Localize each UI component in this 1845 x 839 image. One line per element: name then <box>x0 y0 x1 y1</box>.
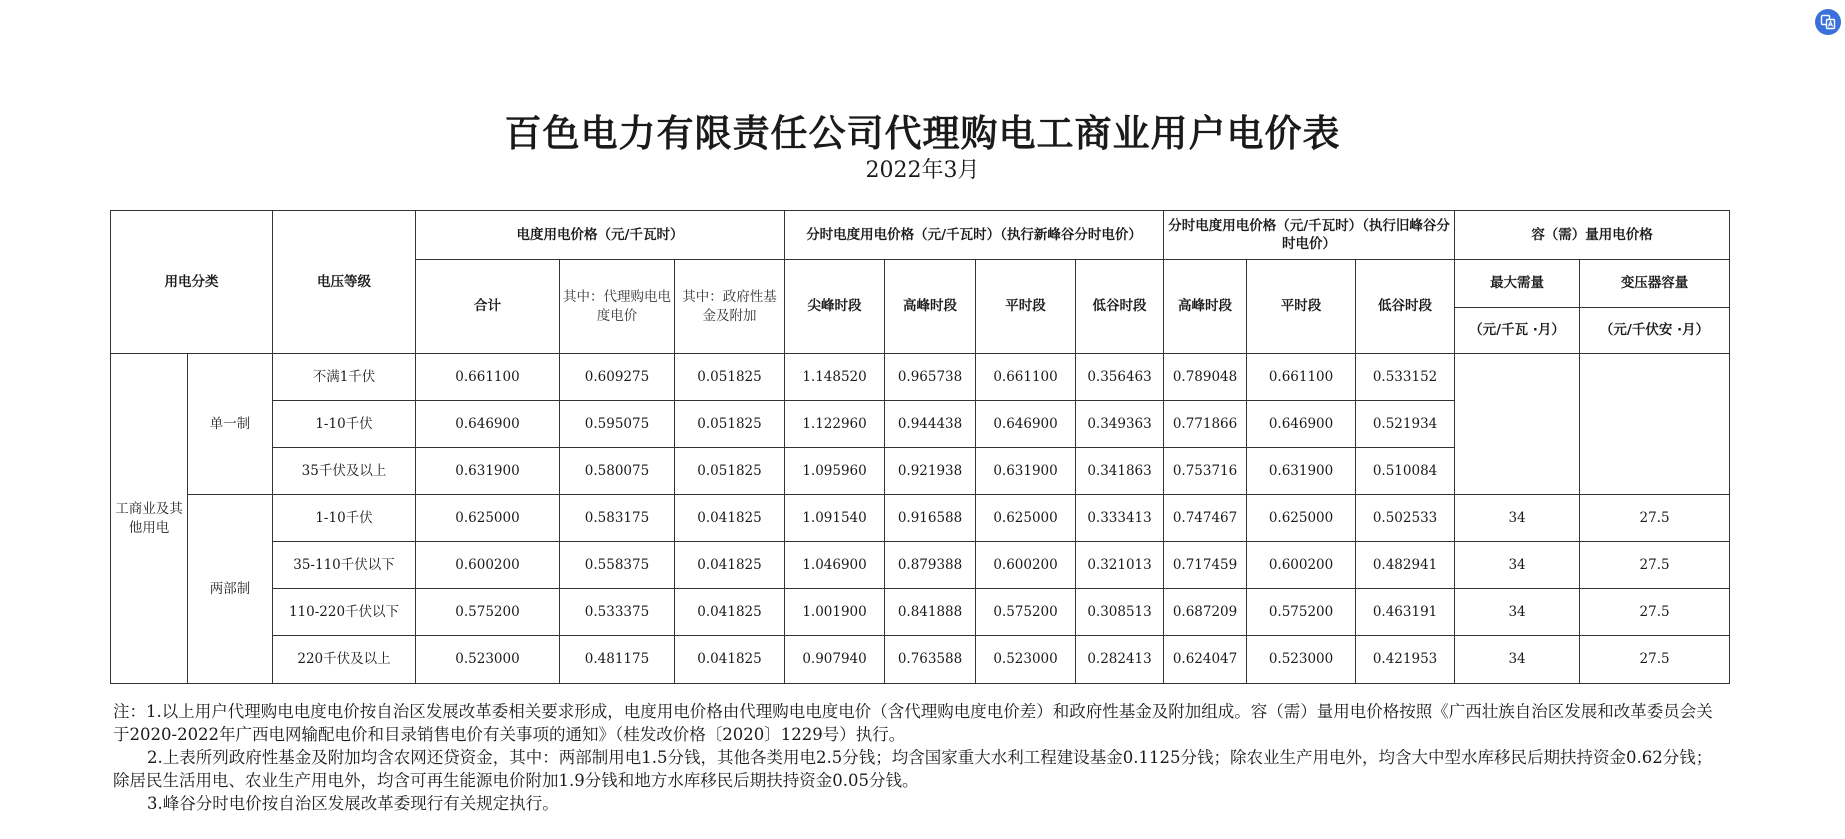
value-cell: 0.595075 <box>560 401 675 448</box>
translate-icon <box>1820 14 1836 30</box>
value-cell: 0.879388 <box>885 542 976 589</box>
col-valley: 低谷时段 <box>1076 260 1164 354</box>
value-cell: 0.717459 <box>1164 542 1247 589</box>
value-cell: 0.521934 <box>1356 401 1455 448</box>
value-cell: 0.041825 <box>675 589 785 636</box>
value-cell: 0.523000 <box>1247 636 1356 684</box>
col-peak: 高峰时段 <box>885 260 976 354</box>
value-cell: 0.482941 <box>1356 542 1455 589</box>
value-cell: 0.687209 <box>1164 589 1247 636</box>
value-cell: 0.463191 <box>1356 589 1455 636</box>
value-cell: 0.575200 <box>416 589 560 636</box>
empty-max-demand-cell <box>1455 354 1580 495</box>
value-cell: 0.661100 <box>416 354 560 401</box>
value-cell: 0.646900 <box>416 401 560 448</box>
value-cell: 0.356463 <box>1076 354 1164 401</box>
value-cell: 0.646900 <box>1247 401 1356 448</box>
footnote-1: 注：1.以上用户代理购电电度电价按自治区发展改革委相关要求形成，电度用电价格由代理购电电度电价（含代理购电度电价差）和政府性基金及附加组成。容（需）量用电价格按照《广西壮族自治区发展和改革委员会关于2020-2022年广西电网输配电价和目录销售电价有关事项的通知》（桂发改价格〔2020〕1229号）执行。 <box>113 702 1713 744</box>
empty-transformer-cell <box>1580 354 1730 495</box>
transformer-cell: 27.5 <box>1580 636 1730 684</box>
page-title: 百色电力有限责任公司代理购电工商业用户电价表 <box>504 112 1341 155</box>
page-subtitle: 2022年3月 <box>865 158 980 183</box>
value-cell: 0.841888 <box>885 589 976 636</box>
value-cell: 0.624047 <box>1164 636 1247 684</box>
col-peak-old: 高峰时段 <box>1164 260 1247 354</box>
value-cell: 0.510084 <box>1356 448 1455 495</box>
tariff-table <box>110 210 1730 684</box>
value-cell: 0.575200 <box>976 589 1076 636</box>
value-cell: 0.907940 <box>785 636 885 684</box>
value-cell: 0.583175 <box>560 495 675 542</box>
unit-max-demand: （元/千瓦 ·月） <box>1455 308 1580 354</box>
header-capacity-price: 容（需）量用电价格 <box>1455 211 1730 260</box>
value-cell: 0.600200 <box>976 542 1076 589</box>
value-cell: 0.625000 <box>1247 495 1356 542</box>
value-cell: 0.051825 <box>675 354 785 401</box>
value-cell: 0.333413 <box>1076 495 1164 542</box>
value-cell: 0.789048 <box>1164 354 1247 401</box>
value-cell: 0.631900 <box>976 448 1076 495</box>
voltage-cell: 不满1千伏 <box>273 354 416 401</box>
value-cell: 0.609275 <box>560 354 675 401</box>
value-cell: 0.533152 <box>1356 354 1455 401</box>
category-cell: 工商业及其他用电 <box>111 354 188 684</box>
voltage-cell: 110-220千伏以下 <box>273 589 416 636</box>
max-demand-cell: 34 <box>1455 495 1580 542</box>
col-valley-old: 低谷时段 <box>1356 260 1455 354</box>
value-cell: 0.763588 <box>885 636 976 684</box>
value-cell: 0.349363 <box>1076 401 1164 448</box>
value-cell: 0.051825 <box>675 401 785 448</box>
col-flat: 平时段 <box>976 260 1076 354</box>
col-flat-old: 平时段 <box>1247 260 1356 354</box>
value-cell: 0.631900 <box>1247 448 1356 495</box>
max-demand-cell: 34 <box>1455 589 1580 636</box>
value-cell: 0.523000 <box>416 636 560 684</box>
header-tou-new: 分时电度用电价格（元/千瓦时）（执行新峰谷分时电价） <box>785 211 1164 260</box>
value-cell: 0.646900 <box>976 401 1076 448</box>
value-cell: 0.481175 <box>560 636 675 684</box>
value-cell: 0.558375 <box>560 542 675 589</box>
unit-transformer: （元/千伏安 ·月） <box>1580 308 1730 354</box>
footnote-2: 2.上表所列政府性基金及附加均含农网还贷资金，其中：两部制用电1.5分钱，其他各类用电2.5分钱；均含国家重大水利工程建设基金0.1125分钱；除农业生产用电外，均含大中型水库移民后期扶持资金0.62分钱；除居民生活用电、农业生产用电外，均含可再生能源电价附加1.9分钱和地方水库移民后期扶持资金0.05分钱。 <box>113 748 1713 790</box>
corner-floating-button[interactable] <box>1815 9 1841 35</box>
value-cell: 0.661100 <box>1247 354 1356 401</box>
max-demand-cell: 34 <box>1455 636 1580 684</box>
transformer-cell: 27.5 <box>1580 589 1730 636</box>
col-max-demand: 最大需量 <box>1455 260 1580 308</box>
value-cell: 0.575200 <box>1247 589 1356 636</box>
value-cell: 0.341863 <box>1076 448 1164 495</box>
value-cell: 0.041825 <box>675 542 785 589</box>
value-cell: 1.148520 <box>785 354 885 401</box>
value-cell: 0.625000 <box>416 495 560 542</box>
voltage-cell: 220千伏及以上 <box>273 636 416 684</box>
two-part-system-cell: 两部制 <box>188 495 273 684</box>
value-cell: 0.747467 <box>1164 495 1247 542</box>
value-cell: 0.051825 <box>675 448 785 495</box>
value-cell: 0.771866 <box>1164 401 1247 448</box>
header-voltage: 电压等级 <box>273 211 416 354</box>
col-fund: 其中：政府性基金及附加 <box>675 260 785 354</box>
transformer-cell: 27.5 <box>1580 495 1730 542</box>
single-system-cell: 单一制 <box>188 354 273 495</box>
value-cell: 0.631900 <box>416 448 560 495</box>
value-cell: 0.041825 <box>675 636 785 684</box>
value-cell: 0.600200 <box>1247 542 1356 589</box>
col-transformer: 变压器容量 <box>1580 260 1730 308</box>
value-cell: 0.533375 <box>560 589 675 636</box>
value-cell: 1.122960 <box>785 401 885 448</box>
col-total: 合计 <box>416 260 560 354</box>
value-cell: 0.041825 <box>675 495 785 542</box>
header-category: 用电分类 <box>111 211 273 354</box>
value-cell: 1.046900 <box>785 542 885 589</box>
footnote-3: 3.峰谷分时电价按自治区发展改革委现行有关规定执行。 <box>147 794 559 813</box>
voltage-cell: 35-110千伏以下 <box>273 542 416 589</box>
value-cell: 1.095960 <box>785 448 885 495</box>
footnotes <box>113 700 1713 815</box>
value-cell: 0.580075 <box>560 448 675 495</box>
col-proxy: 其中：代理购电电度电价 <box>560 260 675 354</box>
transformer-cell: 27.5 <box>1580 542 1730 589</box>
value-cell: 0.916588 <box>885 495 976 542</box>
value-cell: 1.001900 <box>785 589 885 636</box>
header-tou-old: 分时电度用电价格（元/千瓦时）（执行旧峰谷分时电价） <box>1164 211 1455 260</box>
value-cell: 0.321013 <box>1076 542 1164 589</box>
value-cell: 0.944438 <box>885 401 976 448</box>
value-cell: 0.600200 <box>416 542 560 589</box>
value-cell: 1.091540 <box>785 495 885 542</box>
header-energy-price: 电度用电价格（元/千瓦时） <box>416 211 785 260</box>
value-cell: 0.965738 <box>885 354 976 401</box>
value-cell: 0.502533 <box>1356 495 1455 542</box>
value-cell: 0.661100 <box>976 354 1076 401</box>
value-cell: 0.921938 <box>885 448 976 495</box>
value-cell: 0.282413 <box>1076 636 1164 684</box>
voltage-cell: 35千伏及以上 <box>273 448 416 495</box>
max-demand-cell: 34 <box>1455 542 1580 589</box>
value-cell: 0.421953 <box>1356 636 1455 684</box>
col-sharp: 尖峰时段 <box>785 260 885 354</box>
value-cell: 0.625000 <box>976 495 1076 542</box>
value-cell: 0.308513 <box>1076 589 1164 636</box>
voltage-cell: 1-10千伏 <box>273 401 416 448</box>
value-cell: 0.753716 <box>1164 448 1247 495</box>
voltage-cell: 1-10千伏 <box>273 495 416 542</box>
value-cell: 0.523000 <box>976 636 1076 684</box>
